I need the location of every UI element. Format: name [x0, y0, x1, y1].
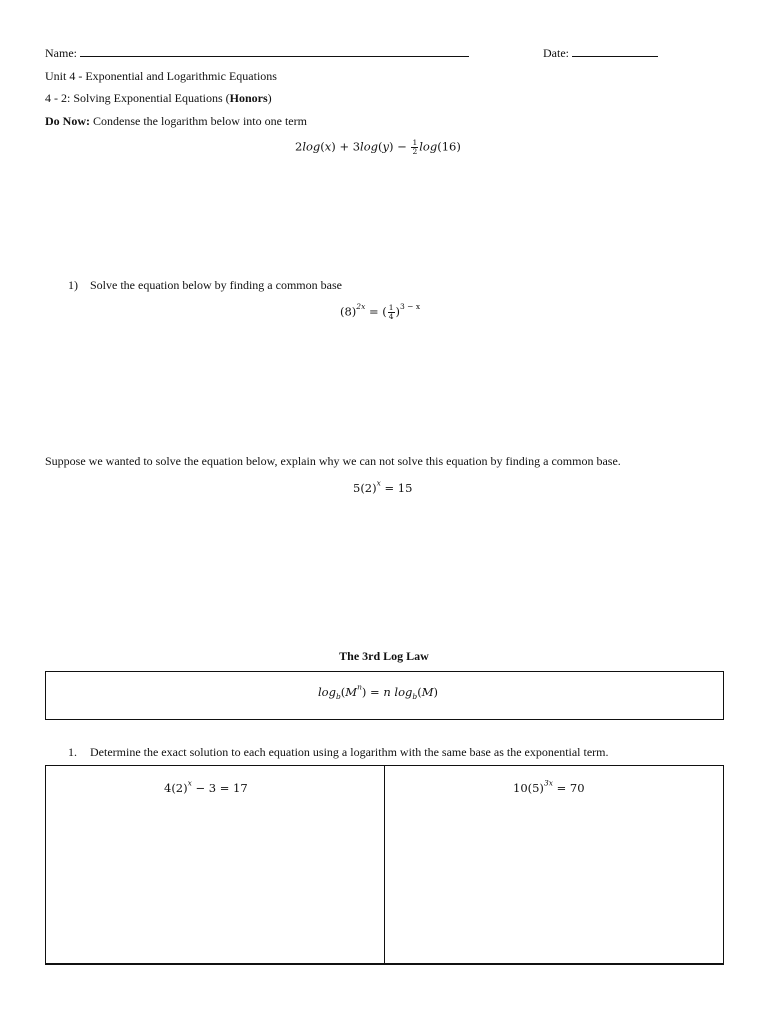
do-now-text: Condense the logarithm below into one term	[90, 114, 307, 128]
lesson-suffix: )	[267, 91, 272, 105]
lesson-title	[45, 91, 272, 106]
fraction-one-quarter	[388, 304, 395, 321]
lesson-honors: Honors	[229, 91, 268, 105]
frac-numerator: 1	[412, 138, 418, 147]
problem-1-text: Determine the exact solution to each equation using a logarithm with the same base as the exponential term.	[90, 745, 609, 759]
log-law-formula	[318, 682, 438, 701]
eq-lhs: 4(2)	[164, 781, 188, 795]
eq-rhs: − 3 = 17	[191, 781, 248, 795]
expr-part: log	[302, 139, 321, 154]
name-blank[interactable]	[80, 46, 469, 57]
suppose-text: Suppose we wanted to solve the equation below, explain why we can not solve this equation by finding a common base.	[45, 454, 621, 468]
date-line	[543, 46, 658, 61]
log-law-title-text: The 3rd Log Law	[339, 649, 429, 663]
eq-equals: = (	[365, 304, 387, 319]
formula-part: log	[390, 685, 413, 699]
formula-part: ) =	[361, 685, 384, 699]
answer-box-right[interactable]	[384, 765, 724, 965]
answer-left-equation	[164, 778, 248, 795]
expr-part: (16)	[437, 139, 461, 154]
date-label: Date:	[543, 46, 569, 60]
eq-close-paren: )	[395, 304, 401, 319]
formula-part: (	[340, 685, 346, 699]
formula-base: b	[335, 692, 341, 701]
formula-exponent: n	[357, 682, 362, 692]
expr-part: 2	[295, 139, 303, 154]
answer-right-equation	[513, 778, 585, 795]
expr-part: y	[382, 139, 390, 154]
formula-base: b	[412, 692, 418, 701]
expr-part: (	[320, 139, 325, 154]
answer-box-left[interactable]	[45, 765, 385, 965]
expr-part: ) −	[389, 139, 411, 154]
formula-part: n	[383, 685, 391, 699]
eq-lhs-exponent: 2x	[356, 301, 366, 311]
name-label: Name:	[45, 46, 77, 60]
expr-part: ) + 3	[331, 139, 361, 154]
name-line	[45, 46, 469, 61]
eq-lhs: (8)	[340, 304, 357, 319]
frac-denominator: 4	[388, 312, 394, 321]
formula-part: log	[318, 685, 336, 699]
formula-part: M	[421, 685, 434, 699]
expr-part: log	[360, 139, 379, 154]
eq-exponent: x	[376, 478, 381, 488]
suppose-equation	[353, 478, 413, 495]
log-law-title	[0, 649, 768, 664]
unit-title: Unit 4 - Exponential and Logarithmic Equations	[45, 69, 277, 83]
formula-part: )	[433, 685, 438, 699]
expr-part: x	[324, 139, 332, 154]
frac-numerator: 1	[388, 303, 394, 312]
problem-1-number: 1.	[68, 745, 77, 759]
expr-part: (	[378, 139, 383, 154]
formula-part: M	[345, 685, 358, 699]
eq-exponent: x	[187, 778, 192, 788]
eq-exponent: 3x	[543, 778, 553, 788]
date-blank[interactable]	[572, 46, 658, 57]
eq-rhs: = 70	[552, 781, 585, 795]
formula-part: (	[417, 685, 422, 699]
fraction-one-half	[411, 139, 418, 156]
question-1-text: Solve the equation below by finding a common base	[90, 278, 342, 292]
log-law-box	[45, 671, 724, 720]
do-now	[45, 114, 307, 129]
question-1-equation	[340, 301, 421, 321]
do-now-expression	[295, 139, 461, 156]
frac-denominator: 2	[412, 147, 418, 156]
question-1-number: 1)	[68, 278, 78, 292]
do-now-label: Do Now:	[45, 114, 90, 128]
eq-lhs: 5(2)	[353, 481, 377, 495]
expr-part: log	[419, 139, 438, 154]
eq-rhs-exponent: 3 − x	[400, 301, 421, 311]
eq-rhs: = 15	[380, 481, 413, 495]
lesson-prefix: 4 - 2: Solving Exponential Equations (	[45, 91, 230, 105]
eq-lhs: 10(5)	[513, 781, 544, 795]
